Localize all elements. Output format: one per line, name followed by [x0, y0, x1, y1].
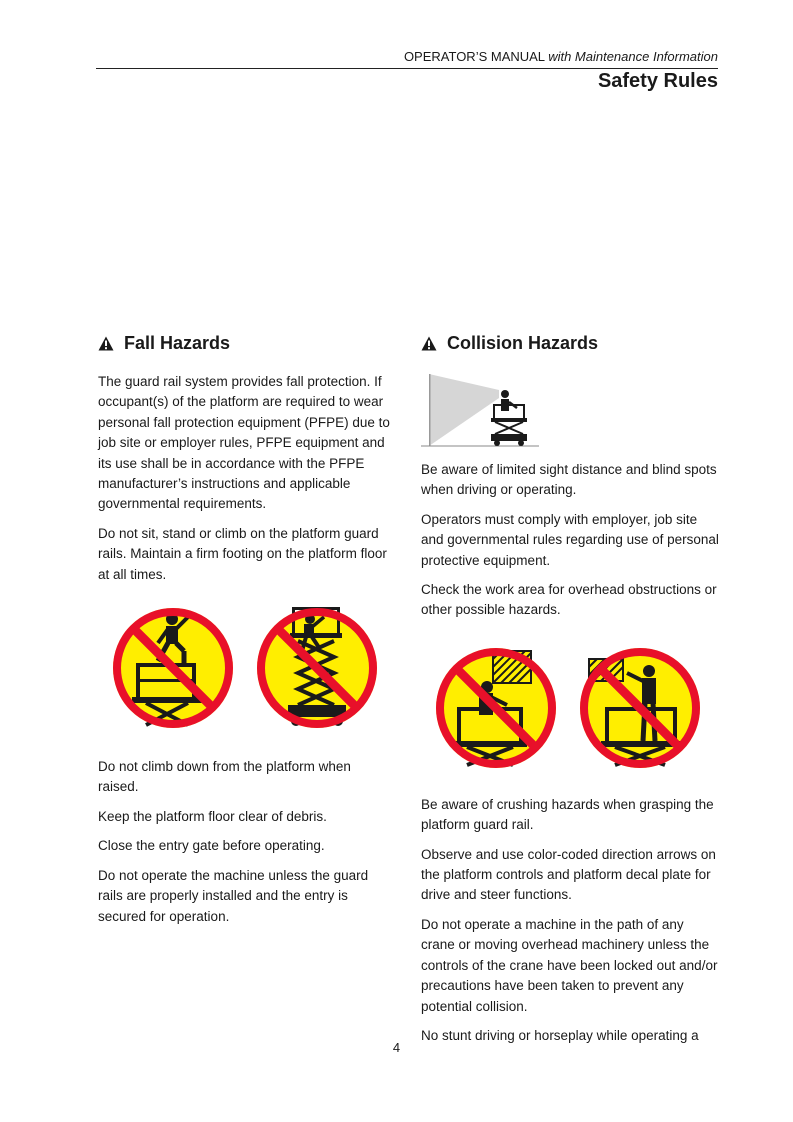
fall-paragraph-3: Do not climb down from the platform when raised. — [98, 759, 351, 795]
fall-paragraph-5: Close the entry gate before operating. — [98, 838, 325, 854]
no-climbing-scissor-structure-sign — [254, 605, 380, 731]
fall-hazard-signs — [110, 605, 394, 731]
no-standing-on-guard-rail-sign — [110, 605, 236, 731]
no-hand-on-rail-near-obstruction-sign — [433, 645, 559, 771]
manual-title: OPERATOR’S MANUAL — [403, 49, 545, 64]
collision-paragraph-2: Operators must comply with employer, job site and governmental rules regarding use of personal protective equipment. — [421, 511, 719, 568]
collision-paragraph-7: No stunt driving or horseplay while operating a — [421, 1027, 699, 1043]
fall-paragraph-4: Keep the platform floor clear of debris. — [98, 808, 327, 824]
collision-paragraph-4: Be aware of crushing hazards when grasping the platform guard rail. — [421, 796, 714, 833]
collision-hazard-signs — [433, 645, 721, 771]
collision-paragraph-3: Check the work area for overhead obstructions or other possible hazards. — [421, 582, 717, 618]
collision-paragraph-6: Do not operate a machine in the path of any crane or moving overhead machinery unless the controls of the crane have been locked out and/or precautions have been taken to prevent any potential collision. — [421, 916, 718, 1014]
fall-hazards-heading — [98, 332, 394, 354]
collision-hazards-section — [421, 332, 721, 1055]
fall-paragraph-6: Do not operate the machine unless the guard rails are properly installed and the entry is secured for operation. — [98, 867, 369, 924]
collision-hazards-heading — [421, 332, 721, 354]
warning-triangle-icon — [421, 336, 437, 351]
manual-subtitle: with Maintenance Information — [548, 49, 718, 64]
no-crushing-overhead-sign — [577, 645, 703, 771]
collision-hazards-title: Collision Hazards — [447, 332, 599, 353]
fall-paragraph-2: Do not sit, stand or climb on the platform guard rails. Maintain a firm footing on the platform floor at all times. — [98, 525, 387, 582]
fall-hazards-section — [98, 332, 394, 936]
collision-paragraph-1: Be aware of limited sight distance and blind spots when driving or operating. — [421, 462, 717, 498]
header-divider — [96, 68, 718, 69]
collision-paragraph-5: Observe and use color-coded direction arrows on the platform controls and platform decal plate for drive and steer functions. — [421, 846, 716, 903]
warning-triangle-icon — [98, 336, 114, 351]
page-title: Safety Rules — [597, 70, 718, 92]
manual-header — [378, 49, 718, 64]
fall-hazards-title: Fall Hazards — [124, 332, 231, 353]
page-number: 4 — [392, 1040, 401, 1055]
blind-spot-sight-distance-illustration — [421, 372, 539, 448]
fall-paragraph-1: The guard rail system provides fall protection. If occupant(s) of the platform are required to wear personal fall protection equipment (PFPE) due to job site or employer rules, PFPE equipment and its use shall be in accordance with the PFPE manufacturer’s instructions and applicable governmental requirements. — [98, 374, 390, 512]
